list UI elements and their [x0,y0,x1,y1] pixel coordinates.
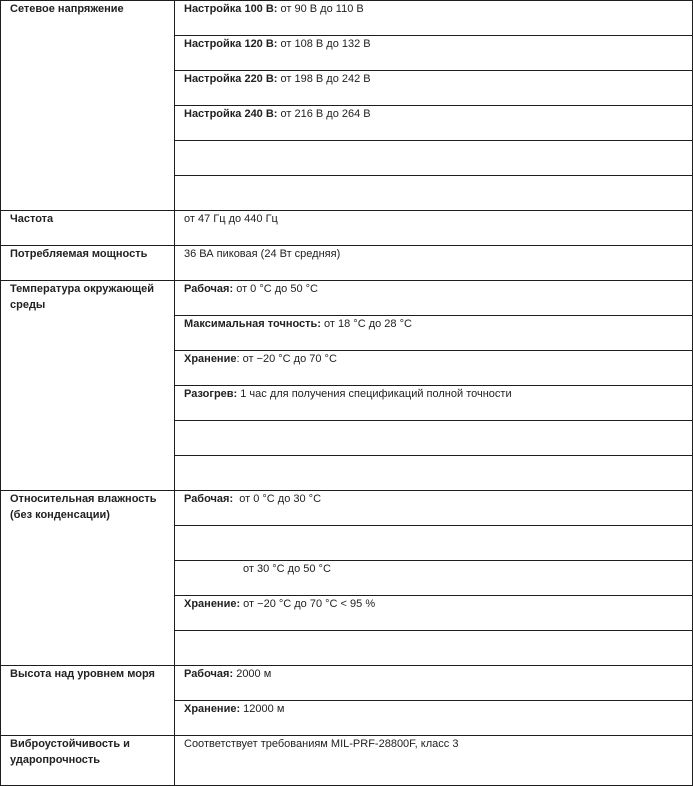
table-row [1,281,693,316]
table-row [1,666,693,701]
empty-cell [175,421,693,456]
table-row [1,491,693,526]
value-temp-warmup: Разогрев: 1 час для получения спецификаций полной точности [175,386,693,421]
value-temp-max-accuracy: Максимальная точность: от 18 °C до 28 °C [175,316,693,351]
table-row [1,211,693,246]
value-humidity-range-2: от 30 °C до 50 °C [175,561,693,596]
value-power: 36 ВА пиковая (24 Вт средняя) [175,246,693,281]
value-setting-220v: Настройка 220 В: от 198 В до 242 В [175,71,693,106]
row-label-humidity: Относительная влажность (без конденсации) [1,491,175,666]
value-altitude-storage: Хранение: 12000 м [175,701,693,736]
table-row [1,736,693,786]
value-temp-operating: Рабочая: от 0 °C до 50 °C [175,281,693,316]
value-setting-120v: Настройка 120 В: от 108 В до 132 В [175,36,693,71]
value-altitude-operating: Рабочая: 2000 м [175,666,693,701]
value-humidity-operating: Рабочая: от 0 °C до 30 °C [175,491,693,526]
row-label-power: Потребляемая мощность [1,246,175,281]
value-vibration-shock: Соответствует требованиям MIL-PRF-28800F, класс 3 [175,736,693,786]
empty-cell [175,631,693,666]
row-label-altitude: Высота над уровнем моря [1,666,175,736]
row-label-vibration-shock: Виброустойчивость и ударопрочность [1,736,175,786]
empty-cell [175,176,693,211]
table-row [1,1,693,36]
value-setting-240v: Настройка 240 В: от 216 В до 264 В [175,106,693,141]
empty-cell [175,456,693,491]
row-label-frequency: Частота [1,211,175,246]
empty-cell [175,141,693,176]
table-row [1,246,693,281]
value-humidity-storage: Хранение: от −20 °C до 70 °C < 95 % [175,596,693,631]
row-label-mains-voltage: Сетевое напряжение [1,1,175,211]
row-label-ambient-temperature: Температура окружающей среды [1,281,175,491]
empty-cell [175,526,693,561]
value-temp-storage: Хранение: от −20 °C до 70 °C [175,351,693,386]
value-frequency: от 47 Гц до 440 Гц [175,211,693,246]
value-setting-100v: Настройка 100 В: от 90 В до 110 В [175,1,693,36]
